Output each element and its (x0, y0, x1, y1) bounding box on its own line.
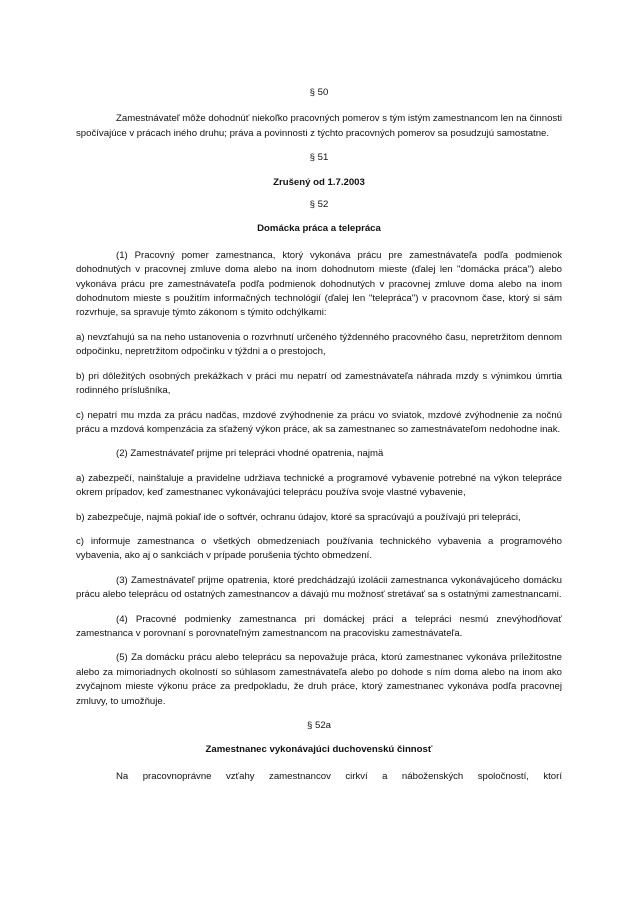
section-52-paragraph-1: (1) Pracovný pomer zamestnanca, ktorý vykonáva prácu pre zamestnávateľa podľa podmienok dohodnutých v pracovnej zmluve doma alebo na inom dohodnutom mieste (ďalej len "domácka práca") alebo vykonáva prácu pre zamestnávateľa podľa podmienok dohodnutých v pracovnej zmluve doma alebo na inom dohodnutom mieste s použitím informačných technológií (ďalej len "telepráca") v pracovnom čase, ktorý si sám rozvrhuje, sa spravuje týmto zákonom s týmito odchýlkami: (76, 249, 562, 319)
section-51-title: Zrušený od 1.7.2003 (273, 176, 365, 188)
section-52-item-a: a) nevzťahujú sa na neho ustanovenia o rozvrhnutí určeného týždenného pracovného času, nepretržitom dennom odpočinku, nepretržitom odpočinku v týždni a o prestojoch, (76, 331, 562, 358)
section-52-paragraph-3: (3) Zamestnávateľ prijme opatrenia, ktoré predchádzajú izolácii zamestnanca vykonávajúceho domácku prácu alebo teleprácu od ostatných zamestnancov a dávajú mu možnosť stretávať sa s ostatnými zamestnancami. (76, 574, 562, 601)
section-52-paragraph-2-item-b: b) zabezpečuje, najmä pokiaľ ide o softvér, ochranu údajov, ktoré sa spracúvajú a používajú pri telepráci, (76, 511, 521, 523)
section-52a-title: Zamestnanec vykonávajúci duchovenskú činnosť (205, 744, 433, 756)
section-52-paragraph-5: (5) Za domácku prácu alebo teleprácu sa nepovažuje práca, ktorú zamestnanec vykonáva príležitostne alebo za mimoriadnych okolností so súhlasom zamestnávateľa alebo po dohode s ním doma alebo na inom ako zvyčajnom mieste výkonu práce za predpokladu, že druh práce, ktorý zamestnanec vykonáva podľa pracovnej zmluvy, to umožňuje. (76, 652, 562, 707)
section-52-paragraph-2: (2) Zamestnávateľ prijme pri telepráci vhodné opatrenia, najmä (116, 448, 384, 460)
section-50-paragraph: Zamestnávateľ môže dohodnúť niekoľko pracovných pomerov s tým istým zamestnancom len na činnosti spočívajúce v prácach iného druhu; práva a povinnosti z týchto pracovných pomerov sa posudzujú samostatne. (76, 113, 562, 139)
section-52-title: Domácka práca a telepráca (257, 223, 381, 235)
section-52-heading: § 52 (309, 199, 329, 211)
section-52-paragraph-2-item-c: c) informuje zamestnanca o všetkých obmedzeniach používania technického vybavenia a programového vybavenia, ako aj o sankciách v prípade porušenia týchto obmedzení. (76, 535, 562, 562)
section-52-item-c: c) nepatrí mu mzda za prácu nadčas, mzdové zvýhodnenie za prácu vo sviatok, mzdové zvýhodnenie za nočnú prácu a mzdová kompenzácia za sťažený výkon práce, ak sa zamestnanec so zamestnávateľom nedohodne inak. (76, 409, 562, 435)
section-50-heading: § 50 (309, 87, 329, 98)
section-52-item-b: b) pri dôležitých osobných prekážkach v práci mu nepatrí od zamestnávateľa náhrada mzdy s výnimkou úmrtia rodinného príslušníka, (76, 370, 562, 397)
section-52-paragraph-4: (4) Pracovné podmienky zamestnanca pri domáckej práci a telepráci nesmú znevýhodňovať zamestnanca v porovnaní s porovnateľným zamestnancom na pracovisku zamestnávateľa. (76, 613, 562, 639)
section-52a-heading: § 52a (306, 720, 331, 731)
section-51-heading: § 51 (309, 152, 329, 164)
section-52a-paragraph-1: Na pracovnoprávne vzťahy zamestnancov cirkví a náboženských spoločností, ktorí (116, 770, 562, 782)
section-52-paragraph-2-item-a: a) zabezpečí, nainštaluje a pravidelne udržiava technické a programové vybavenie potrebné na výkon telepráce okrem prípadov, keď zamestnanec vykonávajúci teleprácu používa svoje vlastné vybavenie, (76, 472, 562, 499)
